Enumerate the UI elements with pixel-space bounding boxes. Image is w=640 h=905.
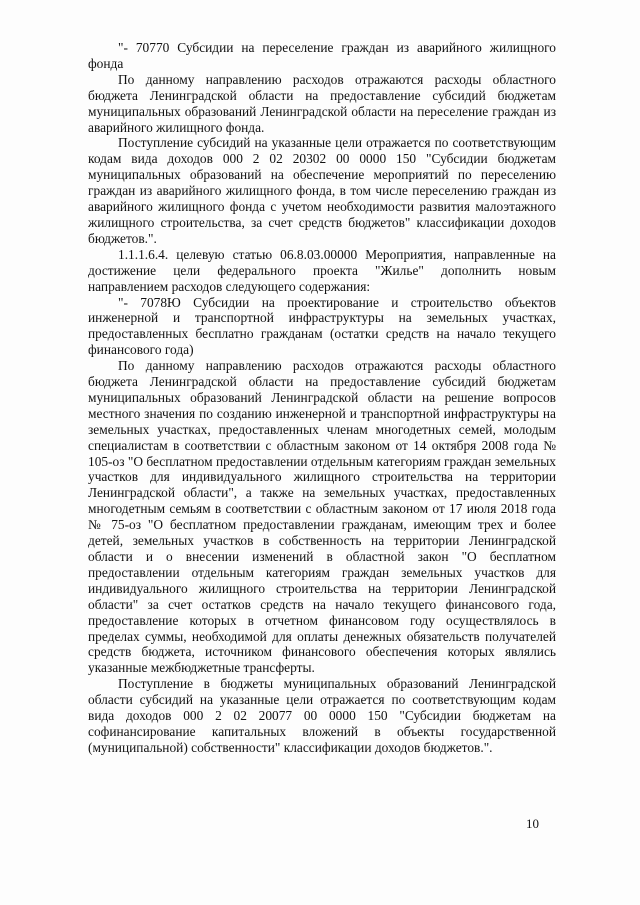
paragraph-subsidy-70770: "- 70770 Субсидии на переселение граждан из аварийного жилищного фонда [88,40,556,71]
document-body [88,40,556,756]
paragraph-income-code-2: Поступление в бюджеты муниципальных образований Ленинградской области субсидий на указанные цели отражается по соответствующим кодам вида доходов 000 2 02 20077 00 0000 150 "Субсидии бюджетам на софинансирование капитальных вложений в объекты государственной (муниципальной) собственности" классификации доходов бюджетов.". [88,676,556,755]
page-number: 10 [526,816,539,831]
paragraph-subsidy-7078: "- 7078Ю Субсидии на проектирование и строительство объектов инженерной и транспортной инфраструктуры на земельных участках, предоставленных бесплатно гражданам (остатки средств на начало текущего финансового года) [88,294,556,358]
paragraph-income-code-1: Поступление субсидий на указанные цели отражается по соответствующим кодам вида доходов 000 2 02 20302 00 0000 150 "Субсидии бюджетам муниципальных образований на обеспечение мероприятий по переселению граждан из аварийного жилищного фонда, в том числе переселению граждан из аварийного жилищного фонда с учетом необходимости развития малоэтажного жилищного строительства, за счет средств бюджетов" классификации доходов бюджетов.". [88,135,556,246]
paragraph-expense-description-1: По данному направлению расходов отражаются расходы областного бюджета Ленинградской области на предоставление субсидий бюджетам муниципальных образований Ленинградской области на переселение граждан из аварийного жилищного фонда. [88,71,556,135]
paragraph-expense-description-2: По данному направлению расходов отражаются расходы областного бюджета Ленинградской области на предоставление субсидий бюджетам муниципальных образований Ленинградской области на решение вопросов местного значения по созданию инженерной и транспортной инфраструктуры на земельных участках, предоставленных членам многодетных семей, молодым специалистам в соответствии с областным законом от 14 октября 2008 года № 105-оз "О бесплатном предоставлении отдельным категориям граждан земельных участков для индивидуального жилищного строительства на территории Ленинградской области", а также на земельных участках, предоставленных многодетным семьям в соответствии с областным законом от 17 июля 2018 года № 75-оз "О бесплатном предоставлении гражданам, имеющим трех и более детей, земельных участков в собственность на территории Ленинградской области и о внесении изменений в областной закон "О бесплатном предоставлении отдельным категориям граждан земельных участков для индивидуального жилищного строительства на территории Ленинградской области" за счет остатков средств на начало текущего финансового года, предоставление которых в отчетном финансовом году осуществлялось в пределах суммы, необходимой для оплаты денежных обязательств получателей средств бюджета, источником финансового обеспечения которых являлись указанные межбюджетные трансферты. [88,358,556,676]
paragraph-target-article: 1.1.1.6.4. целевую статью 06.8.03.00000 Мероприятия, направленные на достижение цели федерального проекта "Жилье" дополнить новым направлением расходов следующего содержания: [88,246,556,294]
